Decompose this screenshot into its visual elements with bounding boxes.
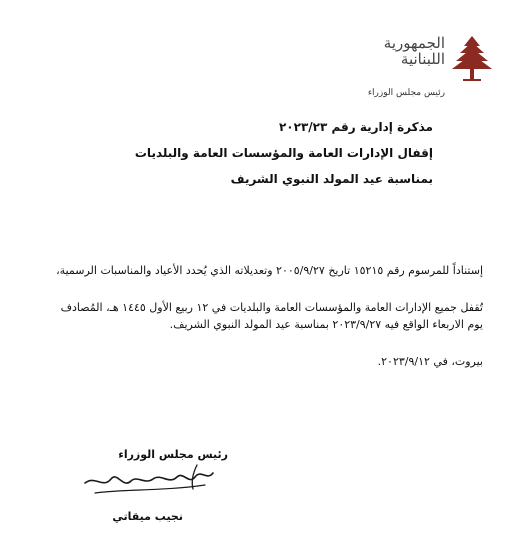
emblem-line-2: اللبنانية (400, 49, 445, 68)
emblem-line-1: الجمهورية (383, 34, 445, 52)
cedar-emblem-icon (449, 34, 495, 84)
memo-body (53, 262, 483, 370)
signatory-title: رئيس مجلس الوزراء (118, 448, 228, 461)
memo-subject-line-2: بمناسبة عيد المولد النبوي الشريف (230, 172, 433, 186)
letterhead (345, 32, 495, 107)
memo-subject-line-1: إقفال الإدارات العامة والمؤسسات العامة والبلديات (134, 146, 433, 160)
handwritten-signature (75, 455, 225, 505)
paragraph-reference: إستناداً للمرسوم رقم ١٥٢١٥ تاريخ ٢٠٠٥/٩/٢٧ وتعديلاته الذي يُحدد الأعياد والمناسبات الرسمية، (56, 264, 483, 277)
memo-number: مذكرة إدارية رقم ٢٠٢٣/٢٣ (278, 120, 433, 134)
memo-header (23, 120, 483, 198)
signatory-name: نجيب ميقاتي (112, 510, 183, 523)
office-name: رئيس مجلس الوزراء (367, 88, 445, 98)
signature-block (68, 448, 228, 523)
issue-date: بيروت، في ٢٠٢٣/٩/١٢. (377, 355, 483, 368)
emblem-title (345, 36, 445, 68)
paragraph-decision: تُقفل جميع الإدارات العامة والمؤسسات العامة والبلديات في ١٢ ربيع الأول ١٤٤٥ هـ، المُصادف يوم الاربعاء الواقع فيه ٢٠٢٣/٩/٢٧ بمناسبة عيد المولد النبوي الشريف. (60, 301, 483, 331)
